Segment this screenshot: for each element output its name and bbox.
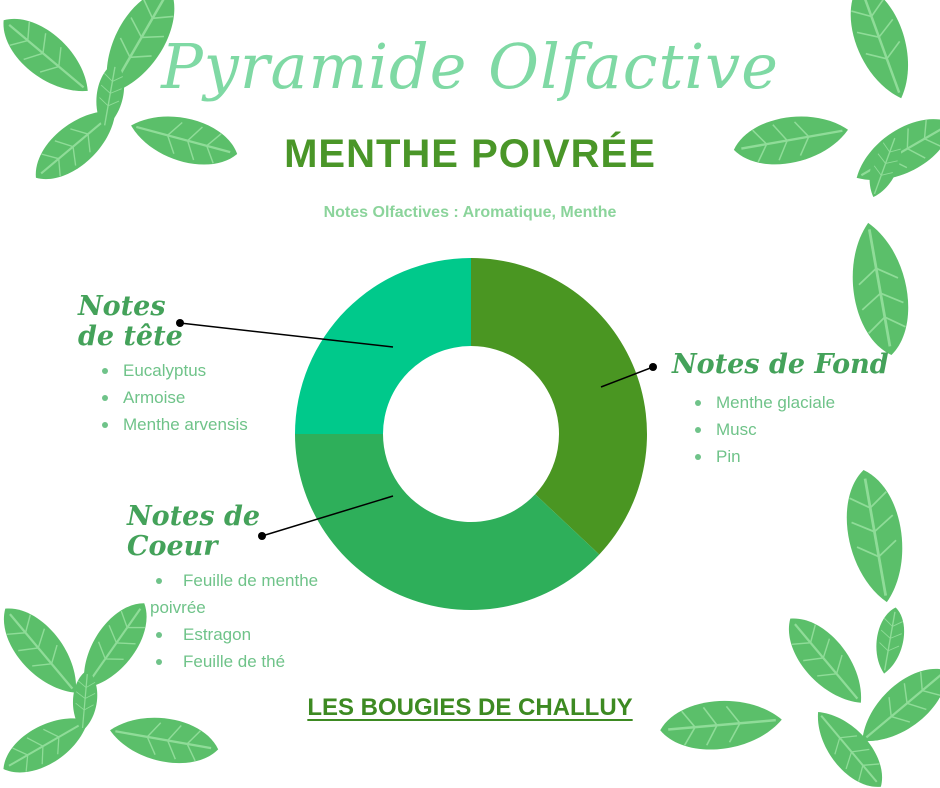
- tete-title: [78, 292, 183, 352]
- donut-slice-coeur: [295, 434, 599, 610]
- fond-title: Notes de Fond: [672, 349, 889, 380]
- leader-dot-fond: [649, 363, 657, 371]
- coeur-item: Feuille de thé: [150, 648, 318, 675]
- subtitle: Notes Olfactives : Aromatique, Menthe: [323, 204, 617, 221]
- coeur-title-line1: Notes de: [127, 501, 260, 532]
- tete-item: Menthe arvensis: [96, 411, 248, 438]
- tete-item: Eucalyptus: [96, 357, 248, 384]
- coeur-item: Feuille de menthe: [150, 567, 318, 594]
- coeur-list: [150, 567, 318, 675]
- coeur-title: [127, 502, 260, 562]
- script-title: Pyramide Olfactive: [161, 30, 779, 103]
- main-title: MENTHE POIVRÉE: [284, 132, 656, 176]
- coeur-title-line2: Coeur: [127, 531, 218, 562]
- coeur-item: Estragon: [150, 621, 318, 648]
- fond-item: Menthe glaciale: [689, 389, 835, 416]
- tete-title-line2: de tête: [78, 321, 183, 352]
- donut-slice-fond: [471, 258, 647, 554]
- fond-list: [689, 389, 835, 470]
- fond-item: Pin: [689, 443, 835, 470]
- tete-list: [96, 357, 248, 438]
- tete-title-line1: Notes: [78, 291, 166, 322]
- donut-slices: [295, 258, 647, 610]
- coeur-item-continuation: poivrée: [150, 598, 206, 617]
- fond-item: Musc: [689, 416, 835, 443]
- brand-footer: LES BOUGIES DE CHALLUY: [307, 694, 633, 721]
- tete-item: Armoise: [96, 384, 248, 411]
